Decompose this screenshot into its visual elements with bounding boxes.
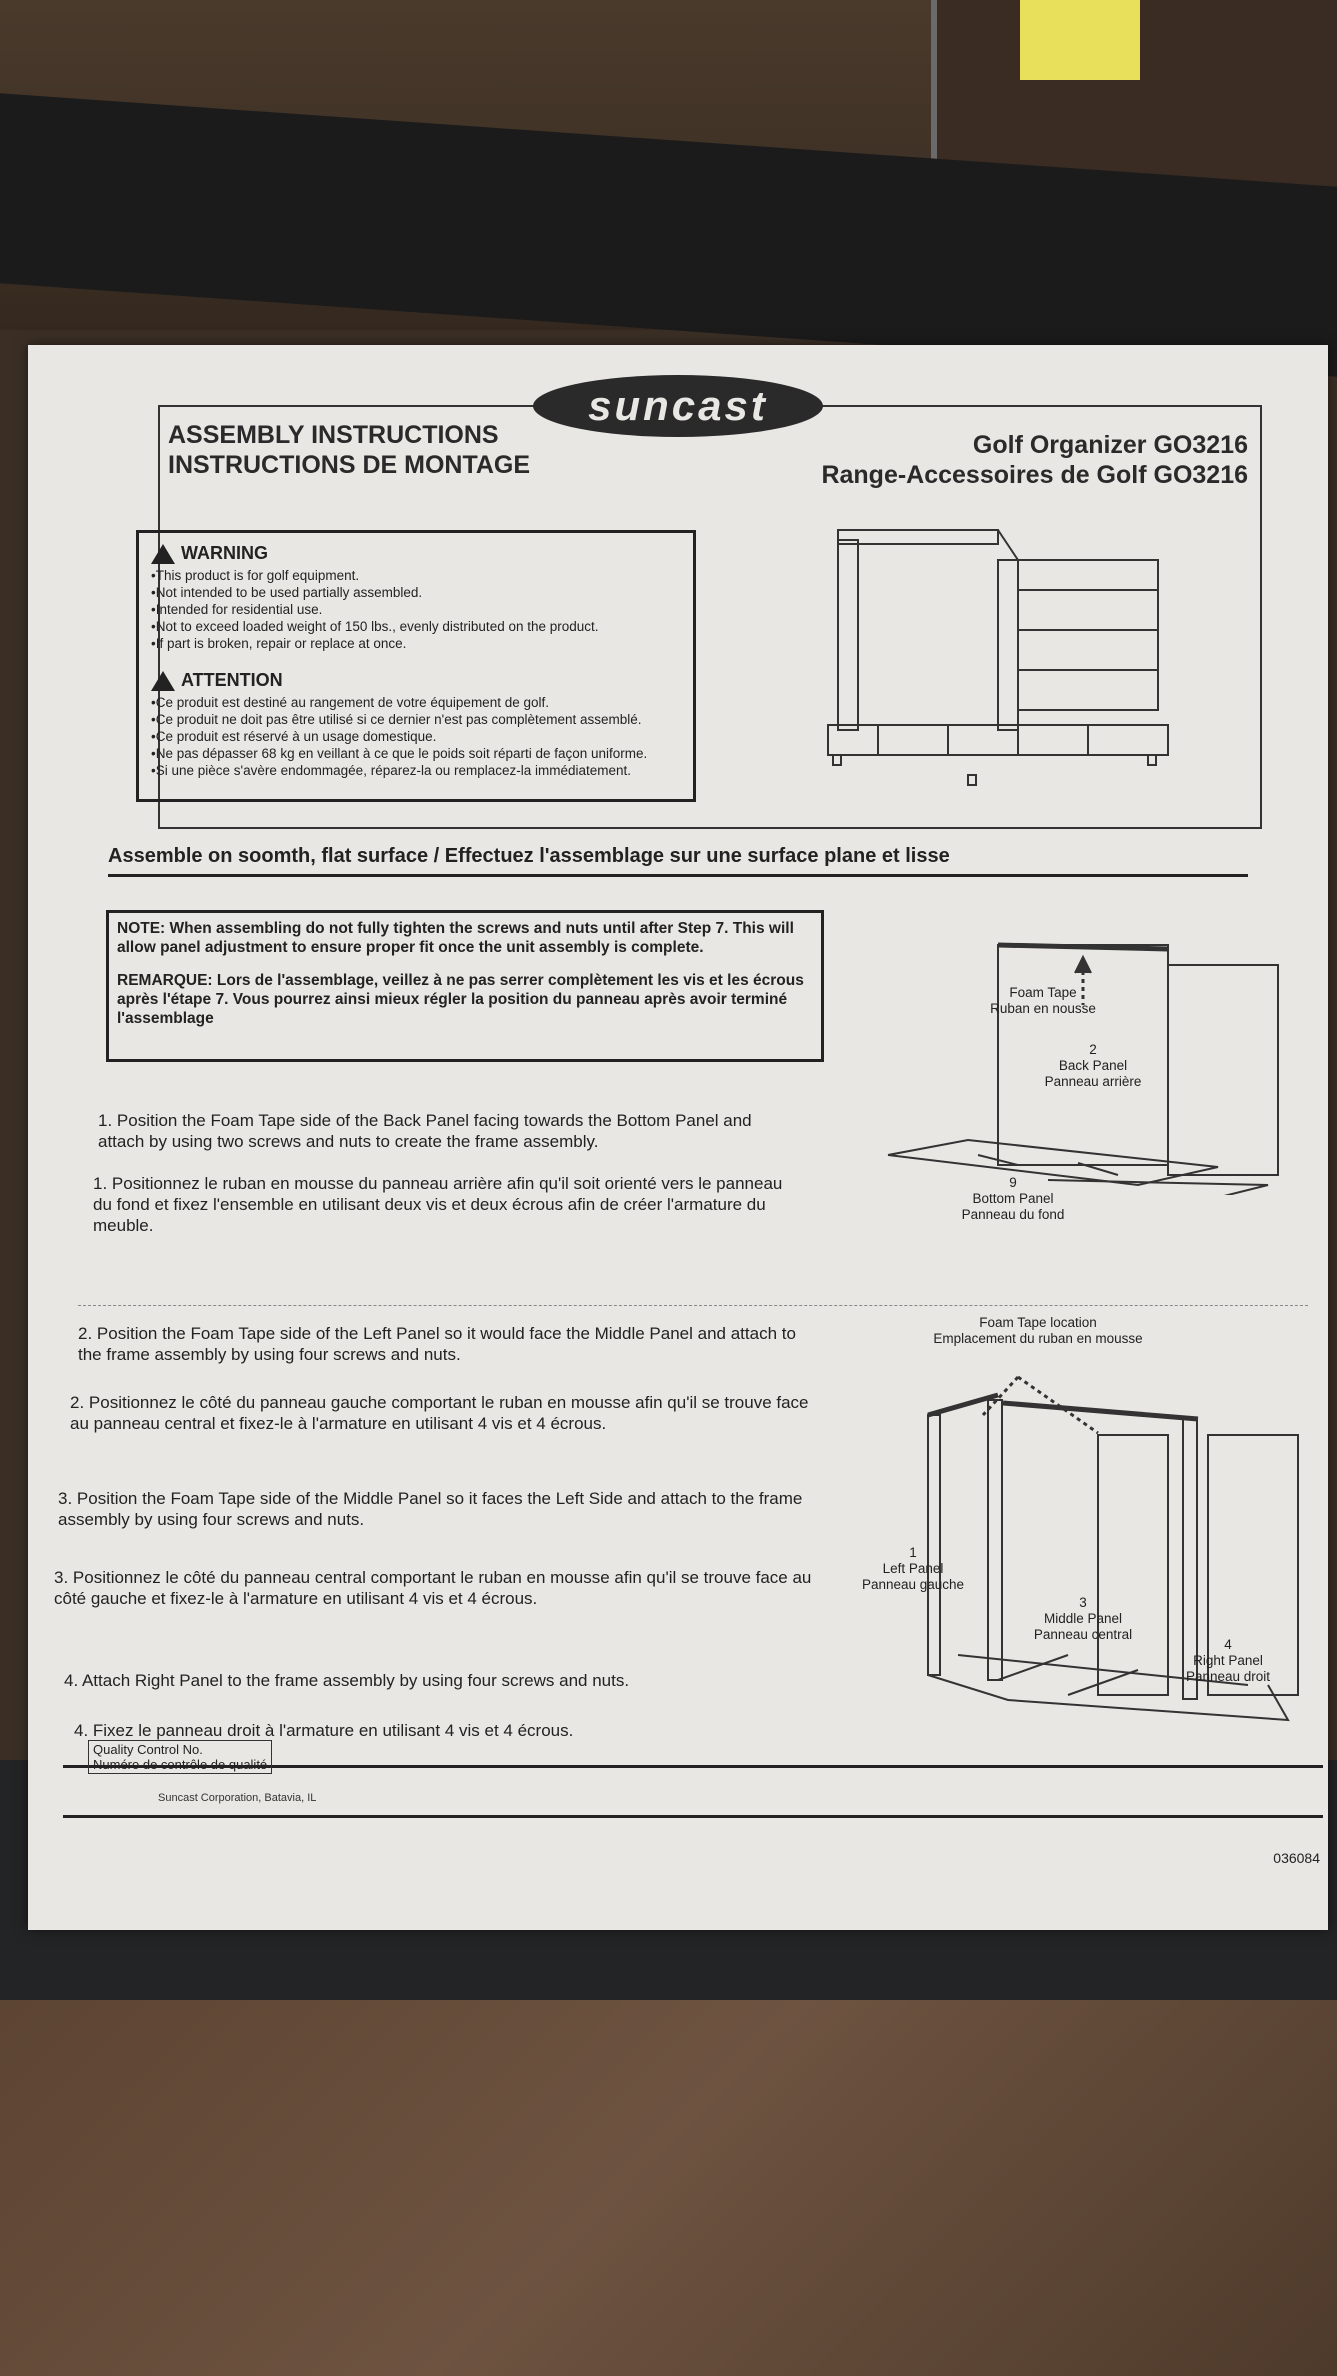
attention-list (151, 694, 681, 779)
company-line: Suncast Corporation, Batavia, IL (158, 1792, 317, 1804)
step-4-en: 4. Attach Right Panel to the frame assembly by using four screws and nuts. (64, 1671, 630, 1690)
product-en: Golf Organizer GO3216 (972, 431, 1248, 459)
back-panel-en: Back Panel (1058, 1058, 1128, 1073)
right-panel-num: 4 (1224, 1637, 1232, 1652)
warning-item: • Intended for residential use. (151, 601, 681, 618)
qc-en: Quality Control No. (93, 1742, 203, 1757)
left-panel-num: 1 (909, 1545, 917, 1560)
warning-list (151, 567, 681, 652)
attention-item: • Si une pièce s'avère endommagée, réparez-la ou remplacez-la immédiatement. (151, 762, 681, 779)
warning-box (136, 530, 696, 802)
warning-item: • This product is for golf equipment. (151, 567, 681, 584)
back-panel-num: 2 (1089, 1042, 1097, 1057)
title-fr: INSTRUCTIONS DE MONTAGE (168, 451, 531, 479)
qc-fr: Numéro de contrôle de qualité (93, 1757, 268, 1772)
suncast-logo (533, 375, 823, 437)
left-panel-fr: Panneau gauche (861, 1577, 965, 1592)
middle-panel-en: Middle Panel (1043, 1611, 1123, 1626)
step-3-fr: 3. Positionnez le côté du panneau central comportant le ruban en mousse afin qu'il se trouve face au côté gauche et fixez-le à l'armature en utilisant 4 vis et 4 écrous. (54, 1568, 812, 1608)
step-1-en: 1. Position the Foam Tape side of the Back Panel facing towards the Bottom Panel and attach by using two screws and nuts to create the frame assembly. (98, 1111, 752, 1151)
instruction-sheet (28, 345, 1328, 1930)
attention-heading (151, 670, 681, 691)
title-block (168, 420, 530, 480)
step-1-fr: 1. Positionnez le ruban en mousse du panneau arrière afin qu'il soit orienté vers le panneau du fond et fixez l'ensemble en utilisant deux vis et deux écrous afin de créer l'armature du meuble. (93, 1174, 783, 1235)
warning-item: • If part is broken, repair or replace at once. (151, 635, 681, 652)
right-panel-label (1158, 1637, 1298, 1685)
bottom-panel-en: Bottom Panel (972, 1191, 1054, 1206)
step-divider (78, 1305, 1308, 1306)
foam-tape-location-label (898, 1315, 1178, 1347)
document-number: 036084 (1273, 1850, 1320, 1866)
attention-item: • Ce produit est destiné au rangement de votre équipement de golf. (151, 694, 681, 711)
foam-tape-label (978, 985, 1108, 1017)
step-2-en: 2. Position the Foam Tape side of the Left Panel so it would face the Middle Panel and attach to the frame assembly by using four screws and nuts. (78, 1324, 796, 1364)
warning-heading (151, 543, 681, 564)
middle-panel-fr: Panneau central (1033, 1627, 1133, 1642)
title-en: ASSEMBLY INSTRUCTIONS (168, 421, 499, 449)
sticky-note (1020, 0, 1140, 80)
warning-title: WARNING (181, 543, 268, 563)
note-box (106, 910, 824, 1062)
attention-item: • Ce produit est réservé à un usage domestique. (151, 728, 681, 745)
note-fr: REMARQUE: Lors de l'assemblage, veillez à ne pas serrer complètement les vis et les écrous après l'étape 7. Vous pourrez ainsi mieux régler la position du panneau après avoir terminé l'assemblage (117, 972, 804, 1027)
foam-tape-location-fr: Emplacement du ruban en mousse (933, 1331, 1143, 1346)
warning-icon (151, 671, 175, 691)
middle-panel-label (1018, 1595, 1148, 1643)
warning-item: • Not to exceed loaded weight of 150 lbs., evenly distributed on the product. (151, 618, 681, 635)
warning-icon (151, 544, 175, 564)
left-panel-en: Left Panel (882, 1561, 944, 1576)
foam-tape-location-en: Foam Tape location (979, 1315, 1097, 1330)
organizer-illustration (818, 520, 1198, 820)
attention-item: • Ne pas dépasser 68 kg en veillant à ce que le poids soit réparti de façon uniforme. (151, 745, 681, 762)
step-2-fr: 2. Positionnez le côté du panneau gauche comportant le ruban en mousse afin qu'il se trouve face au panneau central et fixez-le à l'armature en utilisant 4 vis et 4 écrous. (70, 1393, 809, 1433)
bottom-panel-label (943, 1175, 1083, 1223)
step-3-en: 3. Position the Foam Tape side of the Middle Panel so it faces the Left Side and attach to the frame assembly by using four screws and nuts. (58, 1489, 803, 1529)
right-panel-en: Right Panel (1193, 1653, 1263, 1668)
note-en: NOTE: When assembling do not fully tighten the screws and nuts until after Step 7. This will allow panel adjustment to ensure proper fit once the unit assembly is complete. (117, 920, 794, 956)
foam-tape-fr: Ruban en nousse (990, 1001, 1096, 1016)
section-title: Assemble on soomth, flat surface / Effectuez l'assemblage sur une surface plane et lisse (108, 845, 1248, 877)
warning-item: • Not intended to be used partially assembled. (151, 584, 681, 601)
back-panel-fr: Panneau arrière (1044, 1074, 1142, 1089)
product-fr: Range-Accessoires de Golf GO3216 (821, 461, 1248, 489)
attention-title: ATTENTION (181, 670, 283, 690)
footer-rule-2 (63, 1815, 1323, 1818)
step-4-fr: 4. Fixez le panneau droit à l'armature en utilisant 4 vis et 4 écrous. (74, 1721, 574, 1740)
foam-tape-en: Foam Tape (1009, 985, 1077, 1000)
bottom-panel-num: 9 (1009, 1175, 1017, 1190)
quality-control-box (88, 1740, 272, 1774)
attention-item: • Ce produit ne doit pas être utilisé si ce dernier n'est pas complètement assemblé. (151, 711, 681, 728)
right-panel-fr: Panneau droit (1185, 1669, 1271, 1684)
middle-panel-num: 3 (1079, 1595, 1087, 1610)
logo-text: suncast (588, 382, 768, 429)
bottom-panel-fr: Panneau du fond (961, 1207, 1065, 1222)
back-panel-label (1028, 1042, 1158, 1090)
left-panel-label (848, 1545, 978, 1593)
product-block (668, 430, 1248, 490)
